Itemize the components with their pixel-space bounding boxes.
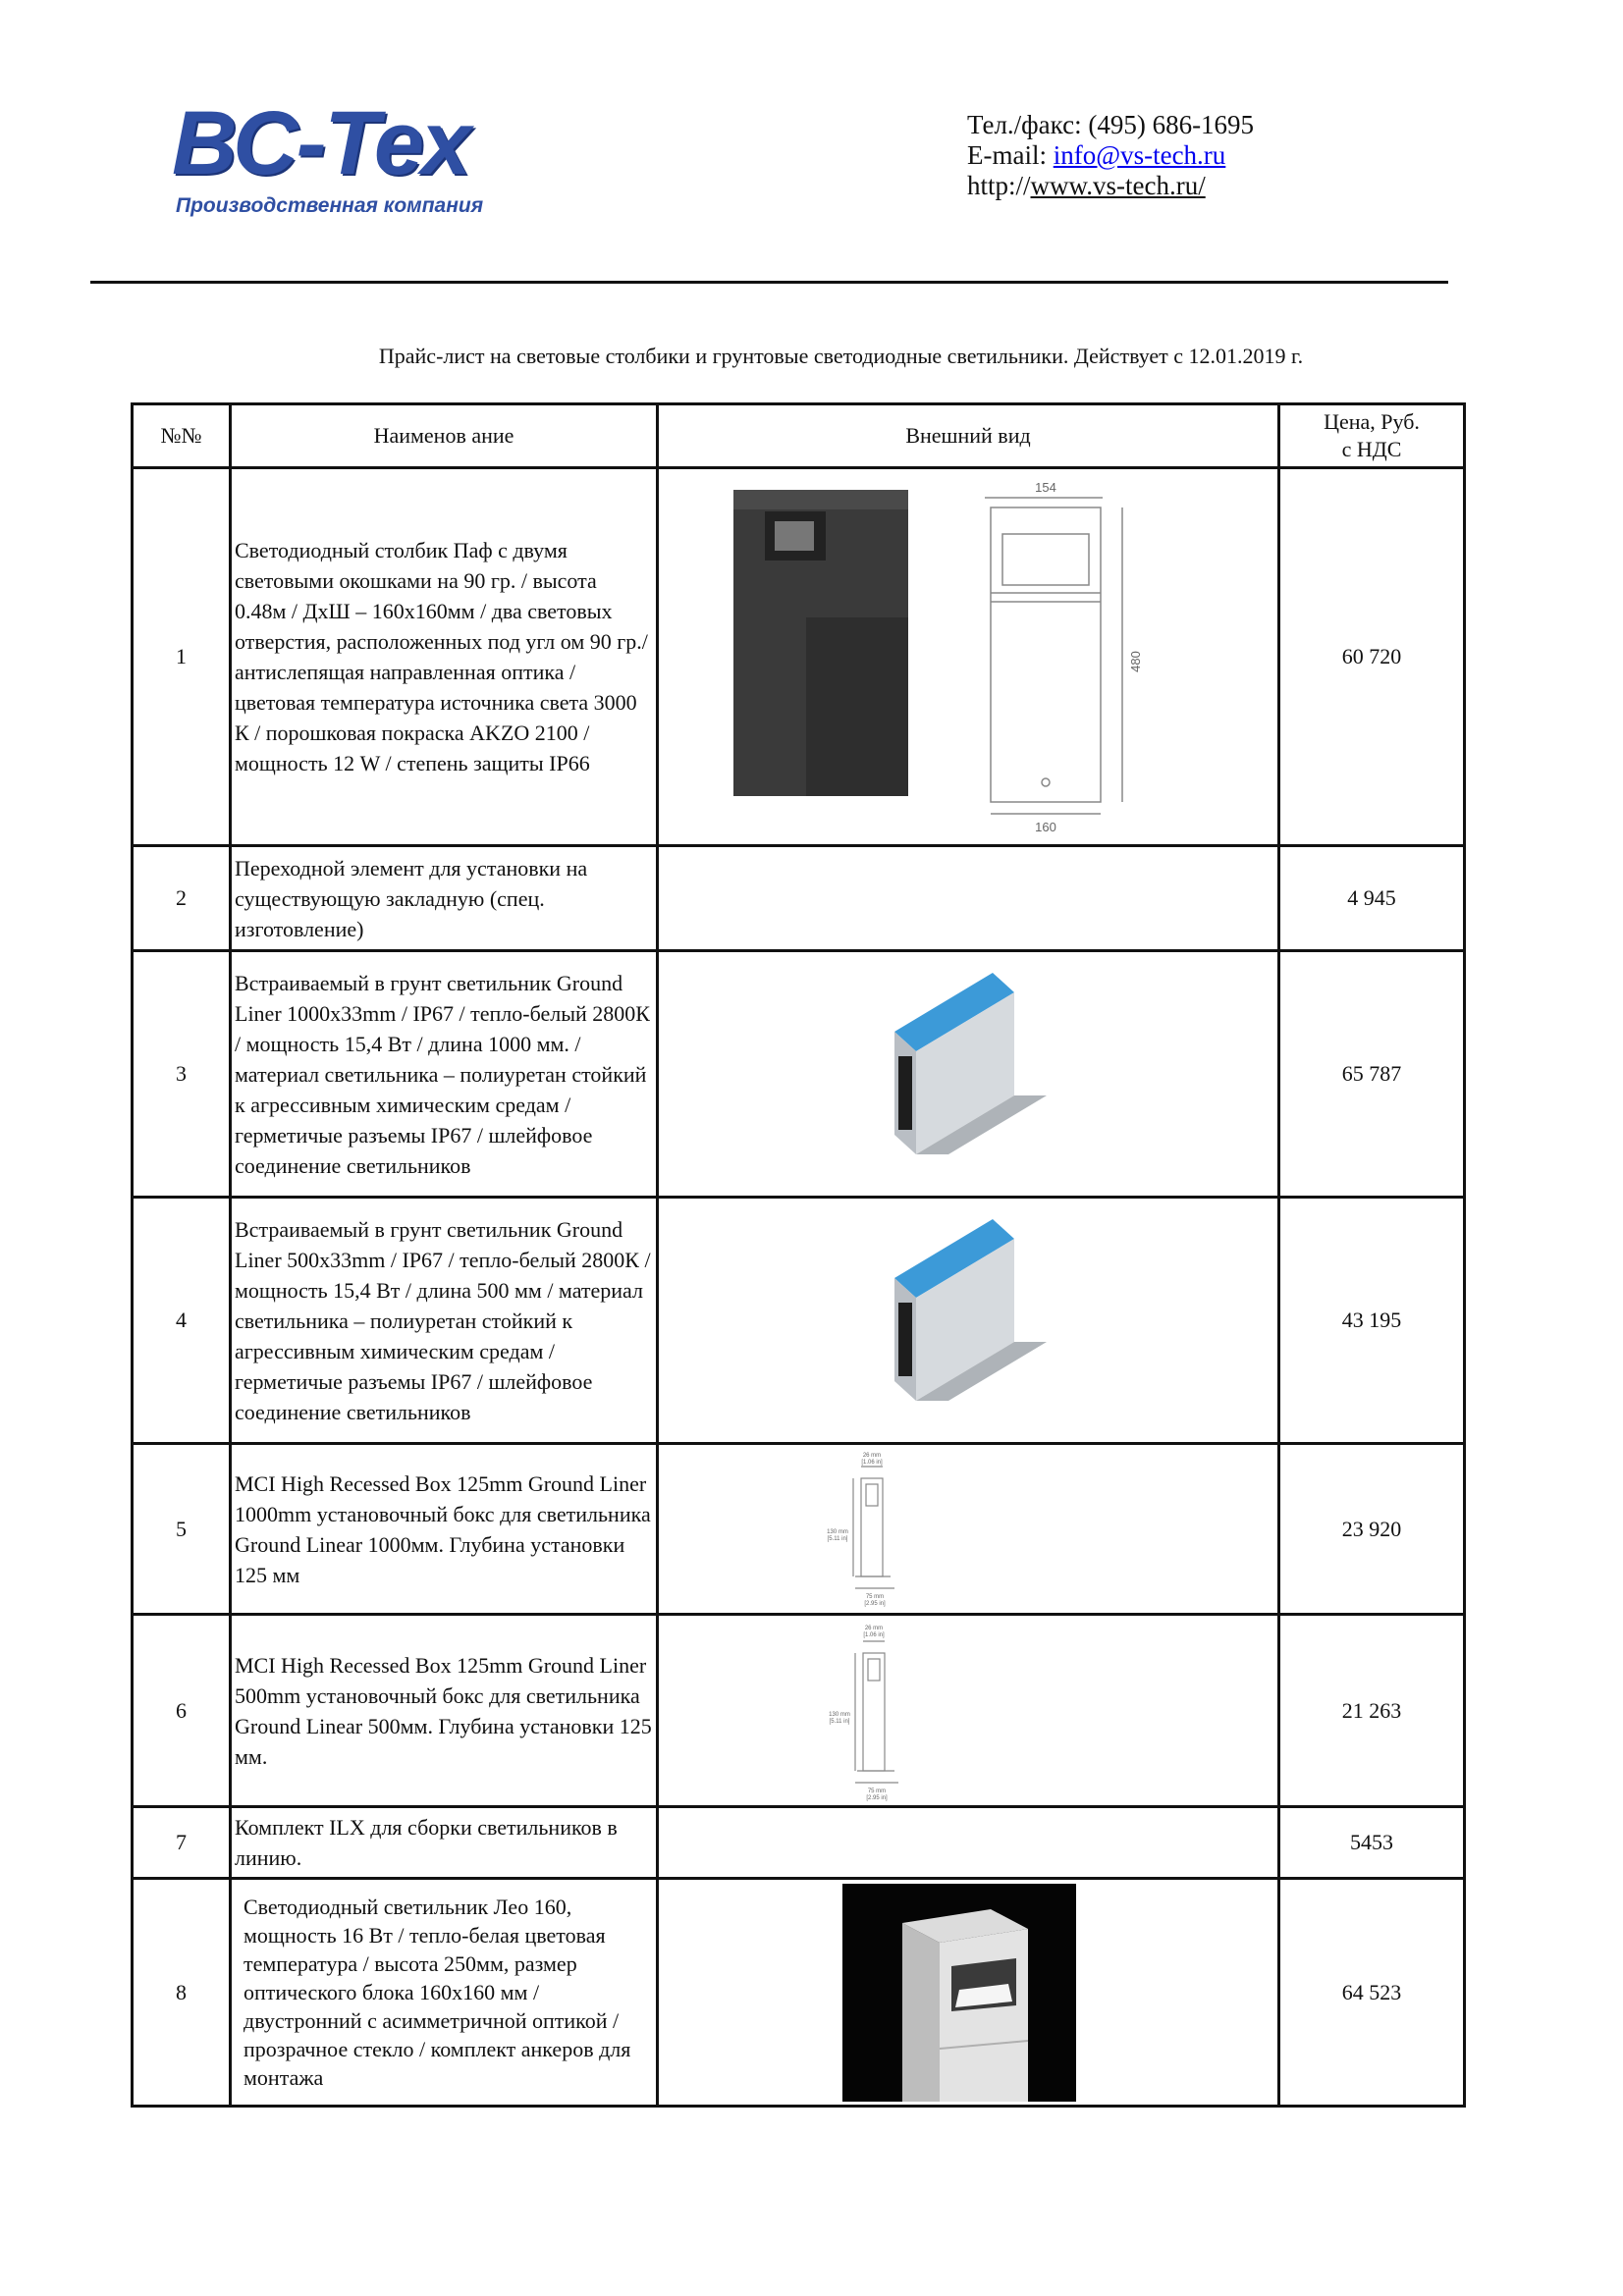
ground-liner-image xyxy=(659,953,1274,1195)
leo-bollard-image xyxy=(659,1882,1274,2104)
row-name: Переходной элемент для установки на существующую закладную (спец. изготовление) xyxy=(231,846,658,951)
dim-top: 26 mm xyxy=(862,1452,882,1459)
header-price-line1: Цена, Руб. xyxy=(1324,409,1420,434)
row-num: 8 xyxy=(133,1879,231,2107)
ground-liner-image xyxy=(659,1200,1274,1441)
row-name: Встраиваемый в грунт светильник Ground Liner 500x33mm / IP67 / тепло-белый 2800К / мощность 15,4 Вт / длина 500 мм / материал светильника – полиуретан стойкий к агрессивным химическим средам / герметичые разъемы IP67 / шлейфовое соединение светильников xyxy=(231,1198,658,1444)
row-price: 21 263 xyxy=(1279,1615,1465,1807)
bollard-pif-image xyxy=(659,470,1274,843)
logo-subtitle: Производственная компания xyxy=(176,194,484,217)
site-label: http:// xyxy=(967,171,1031,200)
row-image-empty xyxy=(658,846,1279,951)
table-row xyxy=(133,1198,1465,1444)
dim-side: 480 xyxy=(1128,651,1143,672)
dim-top-in: [1.06 in] xyxy=(863,1631,885,1638)
row-num: 6 xyxy=(133,1615,231,1807)
phone: Тел./факс: (495) 686-1695 xyxy=(967,110,1255,139)
row-image xyxy=(658,1615,1279,1807)
dim-top: 154 xyxy=(1035,480,1056,495)
price-table xyxy=(131,402,1466,2108)
row-image xyxy=(658,1198,1279,1444)
table-header-row xyxy=(133,404,1465,468)
recessed-box-drawing xyxy=(659,1447,1274,1612)
leo-left xyxy=(902,1923,940,2102)
bollard-lens xyxy=(775,521,814,551)
dim-top: 26 mm xyxy=(864,1625,884,1631)
header-price-line2: с НДС xyxy=(1341,437,1402,461)
dim-side-in: [5.11 in] xyxy=(827,1535,848,1542)
row-name: Светодиодный светильник Лео 160, мощность 16 Вт / тепло-белая цветовая температура / высота 250мм, размер оптического блока 160х160 мм / двустронний с асимметричной оптикой / прозрачное стекло / комплект анкеров для монтажа xyxy=(231,1879,658,2107)
row-image xyxy=(658,468,1279,846)
header-price xyxy=(1279,404,1465,468)
row-image-empty xyxy=(658,1807,1279,1879)
table-row xyxy=(133,1879,1465,2107)
row-num: 7 xyxy=(133,1807,231,1879)
row-num: 3 xyxy=(133,951,231,1198)
dim-bottom-in: [2.95 in] xyxy=(866,1794,888,1801)
page-title: Прайс-лист на световые столбики и грунтовые светодиодные светильники. Действует с 12.01.2019 г. xyxy=(378,344,1304,368)
site-link[interactable]: www.vs-tech.ru/ xyxy=(1030,171,1206,200)
header-divider xyxy=(90,281,1448,284)
row-price: 64 523 xyxy=(1279,1879,1465,2107)
row-price: 5453 xyxy=(1279,1807,1465,1879)
dim-bottom-in: [2.95 in] xyxy=(864,1600,886,1607)
email-line xyxy=(967,140,1254,171)
row-image xyxy=(658,951,1279,1198)
table-row xyxy=(133,951,1465,1198)
table-row xyxy=(133,1807,1465,1879)
contacts-block xyxy=(967,110,1254,201)
leo-front xyxy=(940,1929,1028,2102)
table-row xyxy=(133,1615,1465,1807)
row-num: 5 xyxy=(133,1444,231,1615)
header-name: Наименов ание xyxy=(231,404,658,468)
row-name: Светодиодный столбик Паф с двумя световыми окошками на 90 гр. / высота 0.48м / ДхШ – 160х160мм / два световых отверстия, расположенных под угл ом 90 гр./ антислепящая направленная оптика / цветовая температура источника света 3000 К / порошковая покраска AKZO 2100 / мощность 12 W / степень защиты IP66 xyxy=(231,468,658,846)
table-row xyxy=(133,846,1465,951)
logo-text: ВС-Тех xyxy=(172,93,470,193)
row-num: 2 xyxy=(133,846,231,951)
row-price: 4 945 xyxy=(1279,846,1465,951)
site-line xyxy=(967,171,1254,201)
row-price: 43 195 xyxy=(1279,1198,1465,1444)
row-num: 1 xyxy=(133,468,231,846)
bollard-shade xyxy=(806,617,908,796)
email-label: E-mail: xyxy=(967,140,1054,170)
bollard-top xyxy=(733,490,908,509)
row-num: 4 xyxy=(133,1198,231,1444)
header-num: №№ xyxy=(133,404,231,468)
dim-side-in: [5.11 in] xyxy=(829,1718,850,1725)
dim-side: 130 mm xyxy=(827,1528,848,1535)
email-link[interactable]: info@vs-tech.ru xyxy=(1053,140,1226,170)
row-image xyxy=(658,1879,1279,2107)
row-price: 23 920 xyxy=(1279,1444,1465,1615)
row-name: Встраиваемый в грунт светильник Ground Liner 1000x33mm / IP67 / тепло-белый 2800К / мощность 15,4 Вт / длина 1000 мм. / материал светильника – полиуретан стойкий к агрессивным химическим средам / герметичые разъемы IP67 / шлейфовое соединение светильников xyxy=(231,951,658,1198)
row-name: MCI High Recessed Box 125mm Ground Liner 1000mm установочный бокс для светильника Ground Linear 1000мм. Глубина установки 125 мм xyxy=(231,1444,658,1615)
row-price: 60 720 xyxy=(1279,468,1465,846)
dim-bottom: 160 xyxy=(1035,820,1056,834)
company-logo xyxy=(172,93,506,226)
drawing-outline xyxy=(991,507,1101,802)
liner-slot xyxy=(898,1303,912,1376)
row-image xyxy=(658,1444,1279,1615)
row-price: 65 787 xyxy=(1279,951,1465,1198)
dim-bottom: 75 mm xyxy=(867,1788,887,1794)
liner-slot xyxy=(898,1056,912,1130)
row-name: Комплект ILX для сборки светильников в линию. xyxy=(231,1807,658,1879)
row-name: MCI High Recessed Box 125mm Ground Liner 500mm установочный бокс для светильника Ground Linear 500мм. Глубина установки 125 мм. xyxy=(231,1615,658,1807)
header-view: Внешний вид xyxy=(658,404,1279,468)
recessed-box-drawing xyxy=(659,1618,1274,1804)
dim-top-in: [1.06 in] xyxy=(861,1459,883,1466)
dim-bottom: 75 mm xyxy=(865,1593,885,1600)
dim-side: 130 mm xyxy=(829,1711,850,1718)
table-row xyxy=(133,1444,1465,1615)
bollard-drawing xyxy=(985,498,1122,814)
table-row xyxy=(133,468,1465,846)
